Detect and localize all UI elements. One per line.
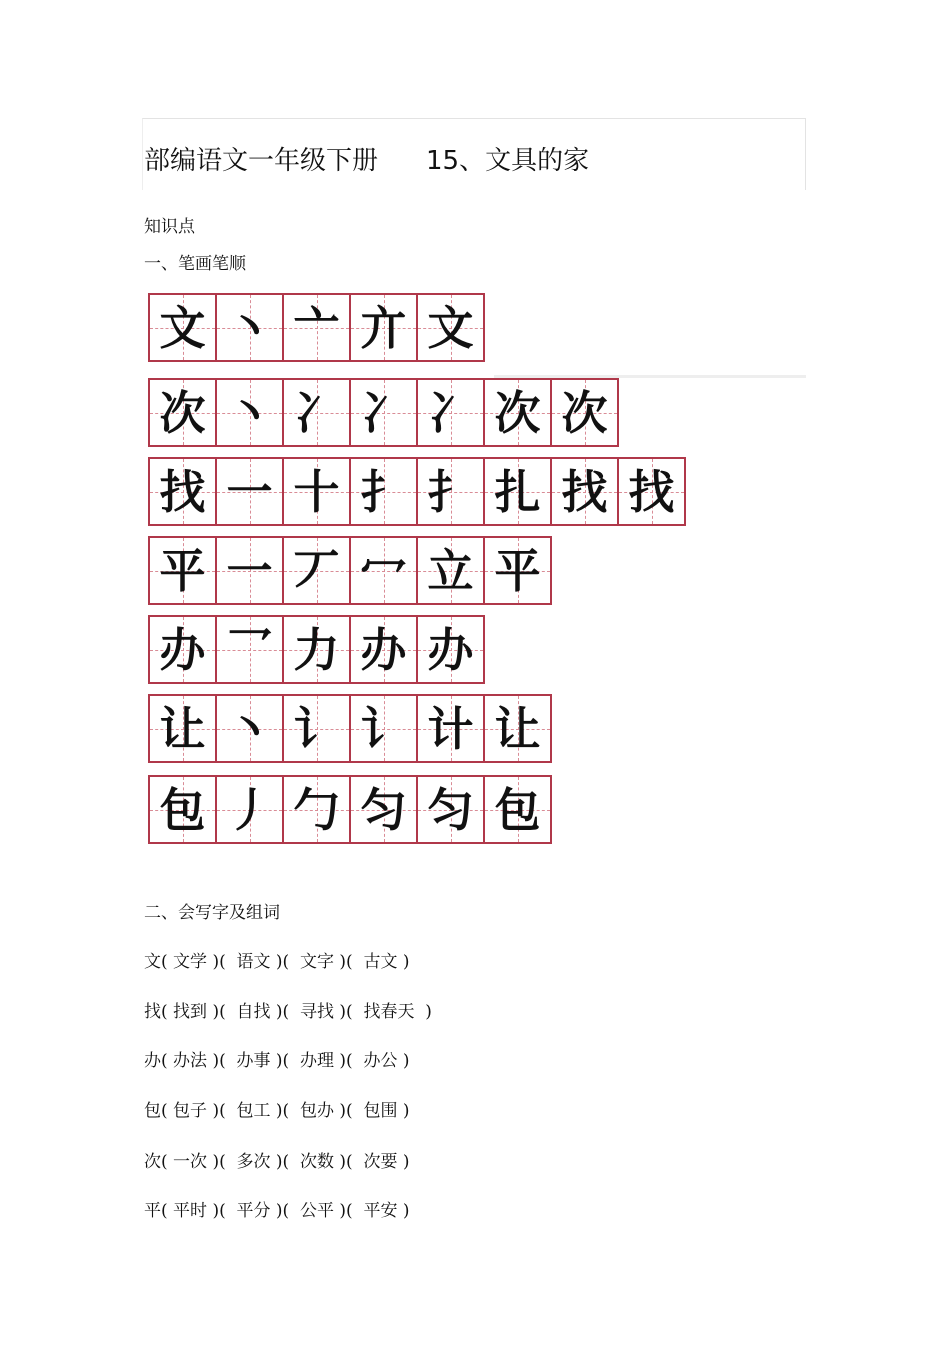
- stroke-cell: [416, 457, 485, 526]
- stroke-glyph: 办: [159, 622, 206, 677]
- stroke-cell: [349, 615, 418, 684]
- stroke-glyph: 次: [159, 385, 206, 440]
- stroke-glyph: 让: [159, 701, 206, 756]
- stroke-glyph: 包: [159, 782, 206, 837]
- stroke-cell: [148, 378, 217, 447]
- stroke-cell: [148, 536, 217, 605]
- stroke-cell: [148, 694, 217, 763]
- stroke-cell: [550, 378, 619, 447]
- word-line: 次( 一次 )( 多次 )( 次数 )( 次要 ): [144, 1152, 410, 1172]
- stroke-row-2: [148, 457, 684, 526]
- stroke-glyph: 冫: [427, 385, 474, 440]
- stroke-cell: [550, 457, 619, 526]
- word-line: 平( 平时 )( 平分 )( 公平 )( 平安 ): [144, 1201, 410, 1221]
- stroke-cell: [148, 615, 217, 684]
- stroke-cell: [282, 293, 351, 362]
- stroke-glyph: 丶: [226, 385, 273, 440]
- stroke-glyph: 次: [494, 385, 541, 440]
- stroke-row-1: [148, 378, 617, 447]
- stroke-glyph: 十: [293, 464, 340, 519]
- stroke-cell: [282, 536, 351, 605]
- stroke-row-4: [148, 615, 483, 684]
- stroke-glyph: 平: [494, 543, 541, 598]
- stroke-cell: [416, 775, 485, 844]
- stroke-glyph: 讠: [293, 701, 340, 756]
- stroke-glyph: 一: [226, 543, 273, 598]
- stroke-glyph: 勹: [293, 782, 340, 837]
- stroke-cell: [215, 378, 284, 447]
- stroke-cell: [215, 293, 284, 362]
- stroke-glyph: 讠: [360, 701, 407, 756]
- stroke-cell: [349, 457, 418, 526]
- stroke-row-6: [148, 775, 550, 844]
- stroke-cell: [416, 615, 485, 684]
- page-title: [144, 140, 589, 177]
- stroke-row-3: [148, 536, 550, 605]
- stroke-glyph: 扌: [360, 464, 407, 519]
- title-text: 部编语文一年级下册: [144, 146, 379, 176]
- stroke-glyph: 亠: [293, 300, 340, 355]
- stroke-glyph: 丿: [226, 782, 273, 837]
- stroke-cell: [349, 775, 418, 844]
- stroke-glyph: 次: [561, 385, 608, 440]
- word-line: 办( 办法 )( 办事 )( 办理 )( 办公 ): [144, 1051, 410, 1071]
- stroke-glyph: 找: [628, 464, 675, 519]
- stroke-cell: [282, 378, 351, 447]
- stroke-cell: [282, 775, 351, 844]
- stroke-cell: [282, 457, 351, 526]
- stroke-cell: [416, 378, 485, 447]
- stroke-cell: [215, 615, 284, 684]
- stroke-glyph: 匀: [360, 782, 407, 837]
- stroke-order-heading: 一、笔画笔顺: [144, 254, 246, 274]
- stroke-cell: [617, 457, 686, 526]
- lesson-title: 15、文具的家: [426, 146, 590, 176]
- stroke-glyph: 平: [159, 543, 206, 598]
- stroke-cell: [282, 694, 351, 763]
- stroke-cell: [215, 536, 284, 605]
- stroke-row-5: [148, 694, 550, 763]
- knowledge-heading: 知识点: [144, 217, 195, 237]
- stroke-glyph: 办: [427, 622, 474, 677]
- stroke-cell: [215, 457, 284, 526]
- stroke-glyph: 丶: [226, 701, 273, 756]
- stroke-glyph: 力: [293, 622, 340, 677]
- word-line: 文( 文学 )( 语文 )( 文字 )( 古文 ): [144, 952, 410, 972]
- stroke-glyph: 冫: [360, 385, 407, 440]
- stroke-cell: [148, 775, 217, 844]
- stroke-cell: [282, 615, 351, 684]
- stroke-glyph: 乛: [226, 622, 273, 677]
- stroke-glyph: 亣: [360, 300, 407, 355]
- stroke-order-grid: [148, 293, 808, 853]
- stroke-glyph: 冖: [360, 543, 407, 598]
- stroke-cell: [483, 378, 552, 447]
- stroke-cell: [349, 378, 418, 447]
- stroke-glyph: 丶: [226, 300, 273, 355]
- stroke-glyph: 办: [360, 622, 407, 677]
- stroke-cell: [416, 694, 485, 763]
- stroke-cell: [483, 694, 552, 763]
- stroke-cell: [148, 293, 217, 362]
- stroke-glyph: 计: [427, 701, 474, 756]
- stroke-cell: [215, 694, 284, 763]
- write-words-heading: 二、会写字及组词: [144, 903, 280, 923]
- stroke-glyph: 文: [427, 300, 474, 355]
- stroke-glyph: 丆: [293, 543, 340, 598]
- stroke-glyph: 立: [427, 543, 474, 598]
- stroke-glyph: 扎: [494, 464, 541, 519]
- stroke-glyph: 包: [494, 782, 541, 837]
- stroke-cell: [349, 536, 418, 605]
- stroke-cell: [483, 775, 552, 844]
- word-line: 找( 找到 )( 自找 )( 寻找 )( 找春天 ): [144, 1002, 432, 1022]
- word-line: 包( 包子 )( 包工 )( 包办 )( 包围 ): [144, 1101, 410, 1121]
- stroke-glyph: 让: [494, 701, 541, 756]
- stroke-cell: [148, 457, 217, 526]
- stroke-glyph: 文: [159, 300, 206, 355]
- stroke-glyph: 冫: [293, 385, 340, 440]
- stroke-cell: [416, 293, 485, 362]
- stroke-cell: [483, 536, 552, 605]
- stroke-cell: [215, 775, 284, 844]
- stroke-glyph: 匀: [427, 782, 474, 837]
- stroke-cell: [483, 457, 552, 526]
- stroke-glyph: 一: [226, 464, 273, 519]
- stroke-cell: [349, 293, 418, 362]
- stroke-glyph: 扌: [427, 464, 474, 519]
- stroke-glyph: 找: [159, 464, 206, 519]
- stroke-glyph: 找: [561, 464, 608, 519]
- stroke-cell: [349, 694, 418, 763]
- stroke-row-0: [148, 293, 483, 362]
- stroke-cell: [416, 536, 485, 605]
